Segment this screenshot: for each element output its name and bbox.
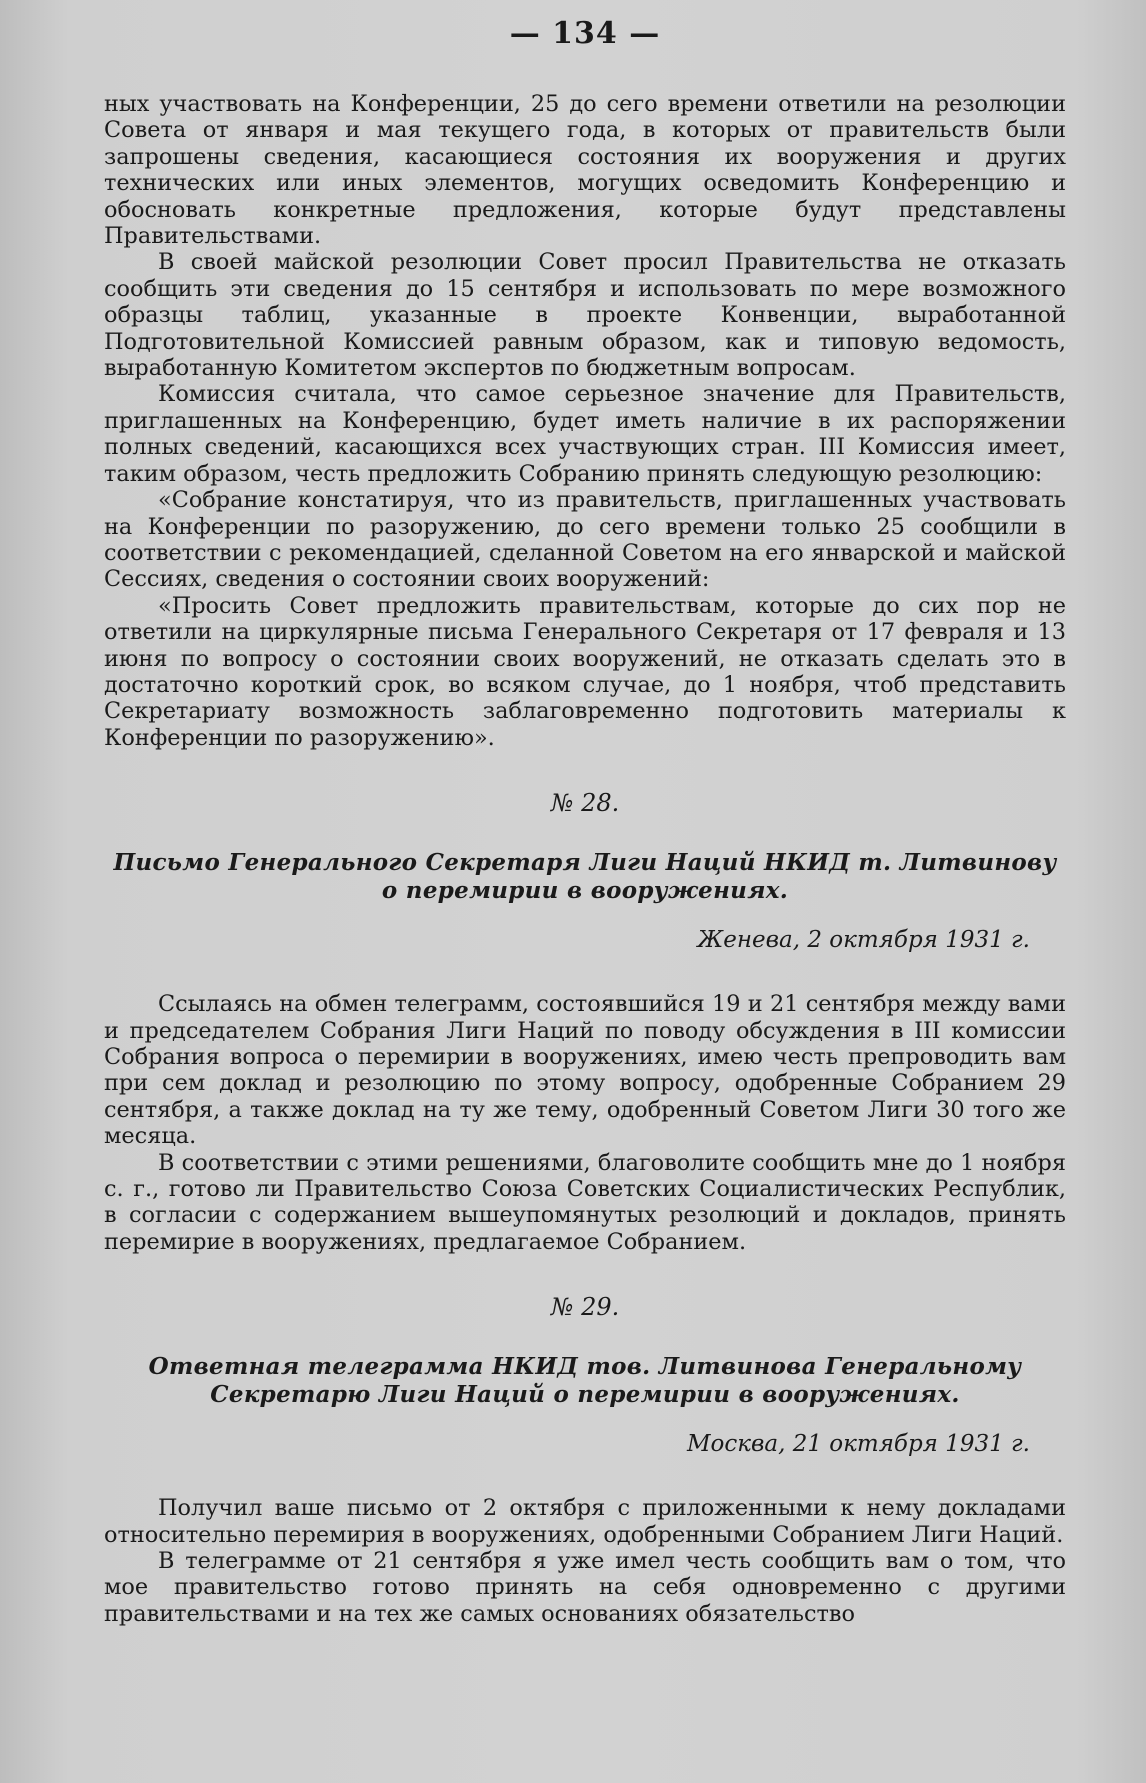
resolution-paragraph: «Просить Совет предложить правительствам, которые до сих пор не ответили на циркулярные письма Генерального Секретаря от 17 февраля и 13 июня по вопросу о состоянии своих вооружений, не отказать сделать это в достаточно короткий срок, во всяком случае, до 1 ноября, чтоб представить Секретариату возможность заблаговременно подготовить материалы к Конференции по разоружению».	[104, 592, 1066, 751]
document-28	[104, 789, 1066, 1255]
document-title: Письмо Генерального Секретаря Лиги Наций НКИД т. Литвинову о перемирии в вооружениях.	[113, 849, 1057, 905]
document-place-date: Женева, 2 октября 1931 г.	[697, 927, 1030, 954]
document-title: Ответная телеграмма НКИД тов. Литвинова Генеральному Секретарю Лиги Наций о перемирии в вооружениях.	[148, 1353, 1022, 1409]
paragraph: ных участвовать на Конференции, 25 до сего времени ответили на резолюции Совета от января и мая текущего года, в которых от правительств были запрошены сведения, касающиеся состояния их вооружения и других технических или иных элементов, могущих осведомить Конференцию и обосновать конкретные предложения, которые будут представлены Правительствами.	[104, 91, 1066, 250]
paragraph: Ссылаясь на обмен телеграмм, состоявшийся 19 и 21 сентября между вами и председателем Собрания Лиги Наций по поводу обсуждения в III комиссии Собрания вопроса о перемирии в вооружениях, имею честь препроводить вам при сем доклад и резолюцию по этому вопросу, одобренные Собранием 29 сентября, а также доклад на ту же тему, одобренный Советом Лиги 30 того же месяца.	[104, 991, 1066, 1150]
document-number: № 28.	[550, 789, 620, 818]
paragraph: Комиссия считала, что самое серьезное значение для Правительств, приглашенных на Конференцию, будет иметь наличие в их распоряжении полных сведений, касающихся всех участвующих стран. III Комиссия имеет, таким образом, честь предложить Собранию принять следующую резолюцию:	[104, 381, 1066, 487]
document-place-date: Москва, 21 октября 1931 г.	[686, 1431, 1030, 1458]
paragraph: В своей майской резолюции Совет просил Правительства не отказать сообщить эти сведения до 15 сентября и использовать по мере возможного образцы таблиц, указанные в проекте Конвенции, выработанной Подготовительной Комиссией равным образом, как и типовую ведомость, выработанную Комитетом экспертов по бюджетным вопросам.	[104, 249, 1066, 382]
paragraph: В соответствии с этими решениями, благоволите сообщить мне до 1 ноября с. г., готово ли Правительство Союза Советских Социалистических Республик, в согласии с содержанием вышеупомянутых резолюций и докладов, принять перемирие в вооружениях, предлагаемое Собранием.	[104, 1149, 1066, 1255]
document-29	[104, 1293, 1066, 1627]
paragraph: В телеграмме от 21 сентября я уже имел честь сообщить вам о том, что мое правительство готово принять на себя одновременно с другими правительствами и на тех же самых основаниях обязательство	[104, 1548, 1066, 1627]
resolution-paragraph: «Собрание констатируя, что из правительств, приглашенных участвовать на Конференции по разоружению, до сего времени только 25 сообщили в соответствии с рекомендацией, сделанной Советом на его январской и майской Сессиях, сведения о состоянии своих вооружений:	[104, 487, 1066, 593]
intro-section	[104, 91, 1066, 751]
paragraph: Получил ваше письмо от 2 октября с приложенными к нему докладами относительно перемирия в вооружениях, одобренными Собранием Лиги Наций.	[104, 1495, 1066, 1548]
page-number: — 134 —	[509, 16, 661, 51]
document-number: № 29.	[550, 1293, 620, 1322]
